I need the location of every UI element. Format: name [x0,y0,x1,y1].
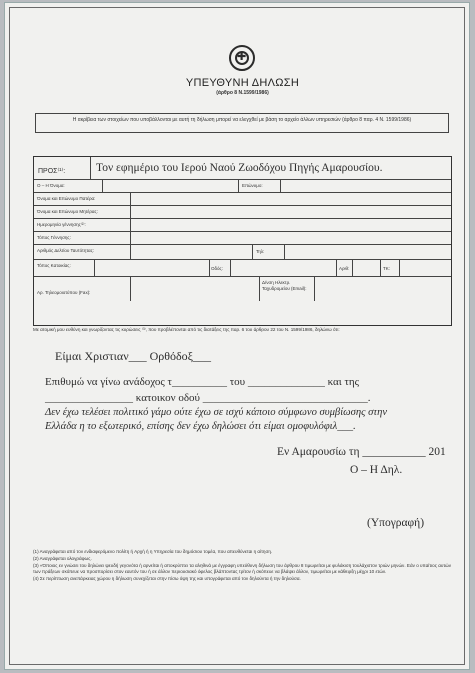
field-name-label: Ο – Η Όνομα: [37,183,65,188]
field-birthplace-label: Τόπος Γέννησης: [37,235,71,240]
row-id [34,244,451,260]
signature-label: (Υπογραφή) [367,517,425,529]
declaration-line-2: Επιθυμώ να γίνω ανάδοχος τ__________ του ______________ και της [45,376,360,388]
row-contact [34,276,451,301]
footnote-3: (3) «Όποιος εν γνώσει του δηλώνει ψευδή γεγονότα ή αρνείται ή αποκρύπτει τα αληθινά με έγγραφη υπεύθυνη δήλωση του άρθρου 8 τιμωρείται με φυλάκιση τουλάχιστον τριών μηνών. Εάν ο υπαίτιος αυτών των πράξεων σκόπευε να προσπορίσει στον εαυτόν του ή σε άλλον περιουσιακό όφελος βλάπτοντας τρίτον ή σκόπευε να βλάψει άλλον, τιμωρείται με κάθειρξη μέχρι 10 ετών. [33,562,452,575]
field-residence-label: Τόπος Κατοικίας: [37,263,71,268]
field-mother-label: Όνομα και Επώνυμο Μητέρας: [37,209,98,214]
row-birthdate [34,218,451,232]
field-phone-label: Τηλ: [256,249,265,254]
declaration-line-5: Ελλάδα η το εξωτερικό, επίσης δεν έχω δηλώσει ότι είμαι ομοφυλόφιλ___. [45,421,356,432]
accuracy-notice: Η ακρίβεια των στοιχείων που υποβάλλονται με αυτή τη δήλωση μπορεί να ελεγχθεί με βάση το αρχείο άλλων υπηρεσιών (άρθρο 8 παρ. 4 Ν. 1599/1986) [35,113,449,133]
row-birthplace [34,231,451,245]
legal-statement: Με ατομική μου ευθύνη και γνωρίζοντας τις κυρώσεις ⁽³⁾, που προβλέπονται από τις διατάξεις της παρ. 6 του άρθρου 22 του Ν. 1599/1986, δηλώνω ότι: [33,327,340,332]
row-name [34,179,451,193]
place-date-line: Εν Αμαρουσίω τη ___________ 201 [277,446,446,458]
form-subtitle: (άρθρο 8 Ν.1599/1986) [216,90,269,96]
declaration-line-3: ________________ κατοικον οδού ______________________________. [45,392,371,404]
field-number-label: Αριθ: [339,266,350,271]
declarant-label: Ο – Η Δηλ. [350,464,403,476]
field-id-label: Αριθμός Δελτίου Ταυτότητας: [37,248,95,253]
footnote-1: (1) Αναγράφεται από τον ενδιαφερόμενο πολίτη ή Αρχή ή η Υπηρεσία του δημόσιου τομέα, που απευθύνεται η αίτηση. [33,549,273,554]
footnote-2: (2) Αναγράφεται ολογράφως. [33,555,92,561]
to-label: ΠΡΟΣ⁽¹⁾: [38,168,66,175]
row-residence [34,259,451,277]
field-fax-label: Αρ. Τηλεομοιοτύπου (Fax): [37,290,91,295]
footnotes [33,549,453,583]
row-mother [34,205,451,219]
field-father-label: Όνομα και Επώνυμο Πατέρα: [37,196,96,201]
field-street-label: Οδός: [211,266,223,271]
field-birthdate-label: Ημερομηνία γέννησης⁽²⁾: [37,222,86,227]
form-sheet [4,2,470,670]
declaration-line-4: Δεν έχω τελέσει πολιτικό γάμο ούτε έχω σε ισχύ κάποιο σύμφωνο συμβίωσης στην [45,407,388,418]
recipient-value: Τον εφημέριο του Ιερού Ναού Ζωοδόχου Πηγής Αμαρουσίου. [96,162,383,174]
field-postal-label: ΤΚ: [383,266,391,271]
declaration-line-1: Είμαι Χριστιαν___ Ορθόδοξ___ [55,349,212,363]
field-surname-label: Επώνυμο: [242,183,263,188]
form-title: ΥΠΕΥΘΥΝΗ ΔΗΛΩΣΗ [185,77,300,89]
row-father [34,192,451,206]
field-email-label: Δ/νση Ηλεκτρ. Ταχυδρομείου (Email): [262,280,307,291]
greek-emblem-icon [229,45,255,71]
declarant-form-table [33,156,452,326]
footnote-4: (4) Σε περίπτωση ανεπάρκειας χώρου η δήλωση συνεχίζεται στην πίσω όψη της και υπογράφεται από τον δηλούντα ή την δηλούσα. [33,576,301,582]
